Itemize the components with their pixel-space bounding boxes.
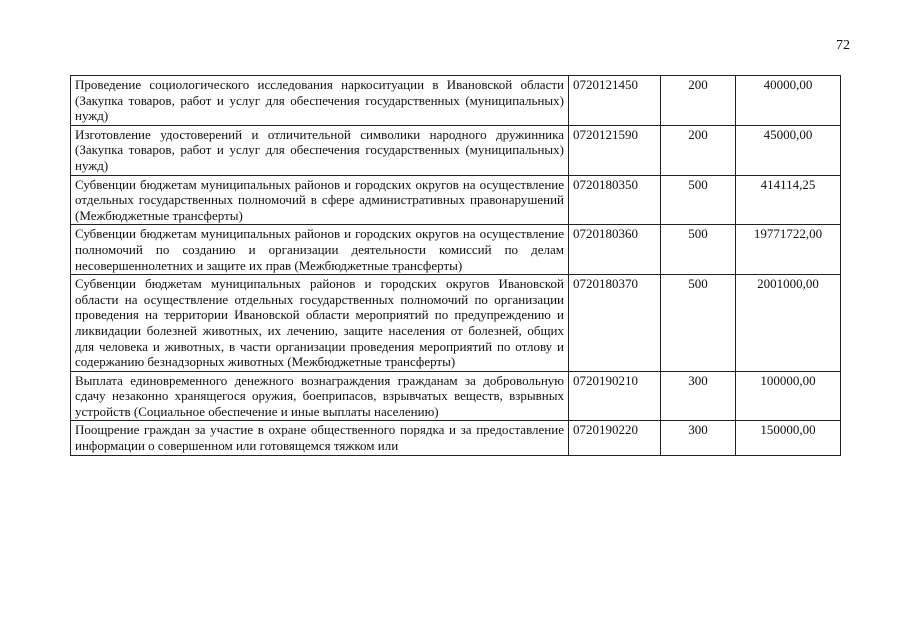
- row-target-code: 0720121450: [569, 76, 661, 126]
- row-target-code: 0720180360: [569, 225, 661, 275]
- row-target-code: 0720121590: [569, 125, 661, 175]
- row-expense-type: 200: [661, 76, 736, 126]
- row-description: Поощрение граждан за участие в охране общественного порядка и за предоставление информации о совершенном или готовящемся тяжком или: [71, 421, 569, 455]
- row-target-code: 0720190220: [569, 421, 661, 455]
- row-description: Субвенции бюджетам муниципальных районов и городских округов на осуществление полномочий по созданию и организации деятельности комиссий по делам несовершеннолетних и защите их прав (Межбюджетные трансферты): [71, 225, 569, 275]
- row-target-code: 0720180370: [569, 275, 661, 372]
- row-description: Выплата единовременного денежного вознаграждения гражданам за добровольную сдачу незаконно хранящегося оружия, боеприпасов, взрывчатых веществ, взрывных устройств (Социальное обеспечение и иные выплаты населению): [71, 371, 569, 421]
- row-description: Субвенции бюджетам муниципальных районов и городских округов на осуществление отдельных государственных полномочий в сфере административных правонарушений (Межбюджетные трансферты): [71, 175, 569, 225]
- row-amount: 2001000,00: [736, 275, 841, 372]
- row-expense-type: 500: [661, 225, 736, 275]
- table-row: [71, 225, 841, 275]
- row-amount: 40000,00: [736, 76, 841, 126]
- row-description: Субвенции бюджетам муниципальных районов и городских округов Ивановской области на осуществление отдельных государственных полномочий по организации проведения на территории Ивановской области мероприятий по предупреждению и ликвидации болезней животных, их лечению, защите населения от болезней, общих для человека и животных, в части организации проведения мероприятий по отлову и содержанию безнадзорных животных (Межбюджетные трансферты): [71, 275, 569, 372]
- table-row: [71, 421, 841, 455]
- row-target-code: 0720190210: [569, 371, 661, 421]
- row-expense-type: 300: [661, 371, 736, 421]
- row-expense-type: 200: [661, 125, 736, 175]
- row-amount: 100000,00: [736, 371, 841, 421]
- table-row: [71, 275, 841, 372]
- page-number: 72: [836, 38, 850, 53]
- table-row: [71, 125, 841, 175]
- row-target-code: 0720180350: [569, 175, 661, 225]
- row-amount: 150000,00: [736, 421, 841, 455]
- row-description: Проведение социологического исследования наркоситуации в Ивановской области (Закупка товаров, работ и услуг для обеспечения государственных (муниципальных) нужд): [71, 76, 569, 126]
- row-expense-type: 300: [661, 421, 736, 455]
- row-amount: 414114,25: [736, 175, 841, 225]
- table-row: [71, 371, 841, 421]
- row-amount: 45000,00: [736, 125, 841, 175]
- table-row: [71, 175, 841, 225]
- row-amount: 19771722,00: [736, 225, 841, 275]
- table-row: [71, 76, 841, 126]
- row-expense-type: 500: [661, 275, 736, 372]
- budget-table: [70, 75, 841, 456]
- row-expense-type: 500: [661, 175, 736, 225]
- row-description: Изготовление удостоверений и отличительной символики народного дружинника (Закупка товаров, работ и услуг для обеспечения государственных (муниципальных) нужд): [71, 125, 569, 175]
